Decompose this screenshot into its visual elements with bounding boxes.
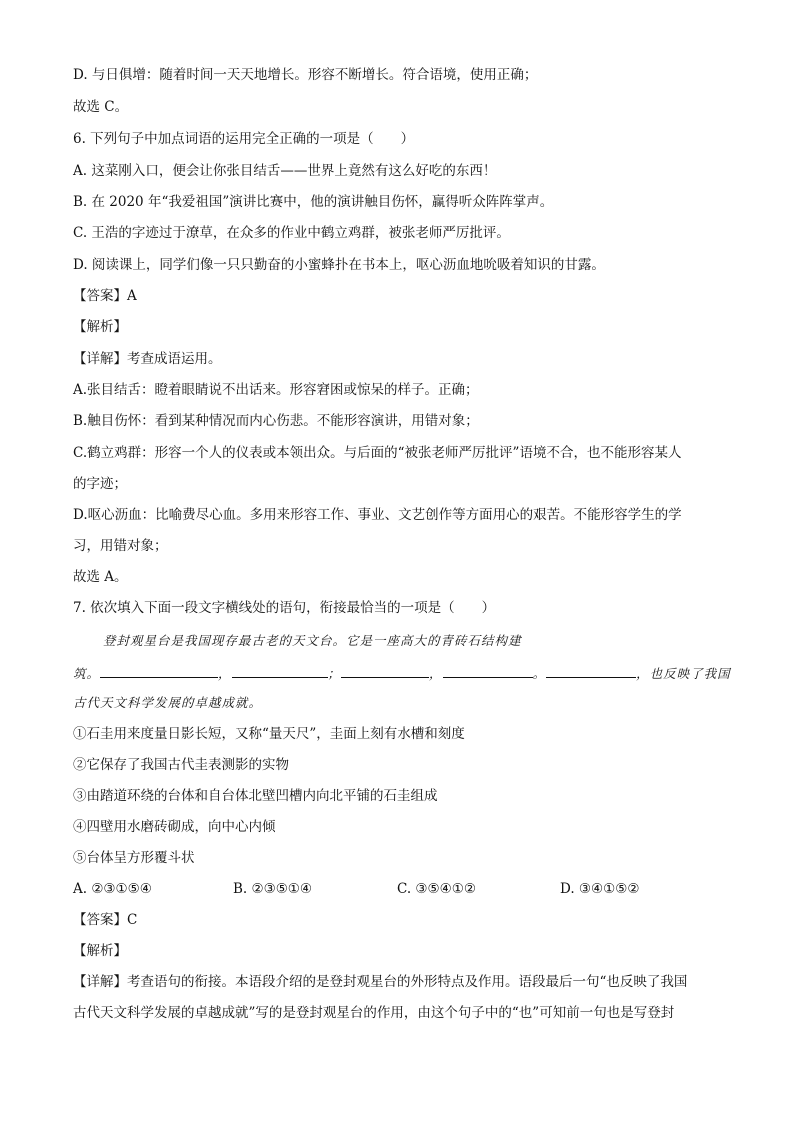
q6-stem: 6. 下列句子中加点词语的运用完全正确的一项是（ ）	[73, 131, 415, 147]
q7-punct-3: ，	[429, 666, 443, 681]
q6-explain-a: A.张目结舌：瞪着眼睛说不出话来。形容窘困或惊呆的样子。正确；	[73, 382, 479, 398]
q5-choice: 故选 C。	[73, 99, 129, 115]
q7-blank-3	[341, 663, 429, 678]
q7-passage-line-2	[73, 663, 731, 683]
q7-stem: 7. 依次填入下面一段文字横线处的语句，衔接最恰当的一项是（ ）	[73, 600, 496, 616]
q7-item-5: ⑤台体呈方形覆斗状	[73, 850, 195, 866]
q7-blank-1	[100, 663, 218, 678]
q7-blank-2	[232, 663, 328, 678]
q7-blank-5	[546, 663, 636, 678]
q7-passage-start: 筑。	[73, 666, 101, 681]
q7-punct-5: ，也反映了我国	[636, 666, 731, 681]
q6-choice: 故选 A。	[73, 569, 128, 585]
q6-detail-heading: 【详解】考查成语运用。	[73, 351, 222, 367]
q6-explain-c-cont: 的字迹；	[73, 476, 127, 492]
q6-analysis-heading: 【解析】	[73, 319, 127, 335]
q7-item-2: ②它保存了我国古代圭表测影的实物	[73, 757, 289, 773]
q6-option-b: B. 在 2020 年“我爱祖国”演讲比赛中，他的演讲触目伤怀，赢得听众阵阵掌声。	[73, 194, 554, 210]
q6-answer: 【答案】A	[73, 288, 137, 304]
q6-explain-c: C.鹤立鸡群：形容一个人的仪表或本领出众。与后面的“被张老师严厉批评”语境不合，也不能形容某人	[73, 445, 682, 461]
q7-detail-line-2: 古代天文科学发展的卓越成就”写的是登封观星台的作用，由这个句子中的“也”可知前一句也是写登封	[73, 1005, 675, 1021]
q7-item-3: ③由踏道环绕的台体和自台体北壁凹槽内向北平铺的石圭组成	[73, 788, 438, 804]
q7-punct-1: ，	[218, 666, 232, 681]
q6-option-c: C. 王浩的字迹过于潦草，在众多的作业中鹤立鸡群，被张老师严厉批评。	[73, 225, 510, 241]
q6-explain-d-cont: 习，用错对象；	[73, 538, 168, 554]
q7-answer: 【答案】C	[73, 912, 138, 928]
q5-option-d-explanation: D. 与日俱增：随着时间一天天地增长。形容不断增长。符合语境，使用正确；	[73, 67, 538, 83]
q7-punct-4: 。	[532, 666, 547, 681]
q7-punct-2: ；	[327, 666, 342, 681]
q7-item-1: ①石圭用来度量日影长短，又称“量天尺”，圭面上刻有水槽和刻度	[73, 726, 465, 742]
q7-option-b: B. ②③⑤①④	[233, 881, 313, 897]
q7-blank-4	[443, 663, 533, 678]
q7-item-4: ④四壁用水磨砖砌成，向中心内倾	[73, 819, 276, 835]
q6-explain-b: B.触目伤怀：看到某种情况而内心伤悲。不能形容演讲，用错对象；	[73, 413, 479, 429]
q7-passage-line-1: 登封观星台是我国现存最古老的天文台。它是一座高大的青砖石结构建	[103, 633, 522, 648]
q6-option-a: A. 这菜刚入口，便会让你张目结舌——世界上竟然有这么好吃的东西！	[73, 163, 497, 179]
q7-option-c: C. ③⑤④①②	[397, 881, 476, 897]
q7-analysis-heading: 【解析】	[73, 943, 127, 959]
q6-explain-d: D.呕心沥血：比喻费尽心血。多用来形容工作、事业、文艺创作等方面用心的艰苦。不能形容学生的学	[73, 507, 682, 523]
q7-option-d: D. ③④①⑤②	[560, 881, 640, 897]
q6-option-d: D. 阅读课上，同学们像一只只勤奋的小蜜蜂扑在书本上，呕心沥血地吮吸着知识的甘露。	[73, 257, 605, 273]
q7-option-a: A. ②③①⑤④	[73, 881, 152, 897]
q7-detail-line-1: 【详解】考查语句的衔接。本语段介绍的是登封观星台的外形特点及作用。语段最后一句“也反映了我国	[73, 974, 688, 990]
q7-passage-line-3: 古代天文科学发展的卓越成就。	[73, 695, 263, 710]
